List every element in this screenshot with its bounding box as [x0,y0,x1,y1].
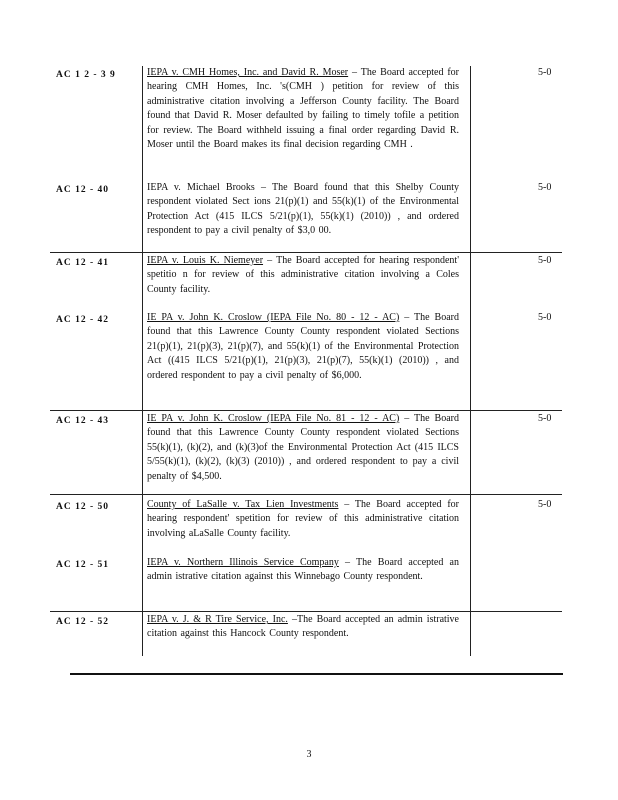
case-summary: –The Board accepted an admin istrative citation against this Hancock County respondent. [147,614,459,640]
case-title: IE PA v. John K. Croslow (IEPA File No. 81 - 12 - AC) [147,413,400,424]
row-separator [50,410,562,411]
row-separator [50,494,562,495]
case-summary: – The Board accepted for hearing respondent' spetitio n for review of this administrative citation involving a Coles County facility. [147,255,459,295]
case-number: AC 12 - 51 [56,560,110,570]
case-summary: – The Board accepted for hearing respondent' spetition for review of this administrative citation involving aLaSalle County facility. [147,499,459,539]
case-description [147,412,459,484]
case-description [147,613,459,642]
case-title: IEPA v. Louis K. Niemeyer [147,255,264,266]
vote-count: 5-0 [538,255,552,266]
case-description [147,498,459,541]
page-number: 3 [306,749,312,760]
case-title: IE PA v. John K. Croslow (IEPA File No. 80 - 12 - AC) [147,312,400,323]
vote-count: 5-0 [538,312,552,323]
row-separator [50,252,562,253]
vote-count: 5-0 [538,413,552,424]
vote-count: 5-0 [538,182,552,193]
case-title: County of LaSalle v. Tax Lien Investments [147,499,339,510]
case-summary: – The Board accepted an admin istrative citation against this Winnebago County respondent. [147,557,459,583]
case-number: AC 12 - 52 [56,617,110,627]
case-title: IEPA v. J. & R Tire Service, Inc. [147,614,288,625]
case-description [147,66,459,152]
case-summary: IEPA v. Michael Brooks – The Board found that this Shelby County respondent violated Sect ions 21(p)(1) and 55(k)(1) of the Environmental Protection Act (415 ILCS 5/21(p)(1), 55(k)(1) (2010)) , and ordered respondent to pay a civil penalty of $3,0 00. [147,182,459,237]
vote-count: 5-0 [538,67,552,78]
table-border-right [470,66,471,656]
case-summary: – The Board found that this Lawrence County County respondent violated Sections 55(k)(1), (k)(2), and (k)(3)of the Environmental Protection Act (415 ILCS 5/55(k)(1), (k)(2), (k)(3) (2010)) , and ordered respondent to pay a civil penalty of $4,500. [147,413,459,482]
case-number: AC 12 - 42 [56,315,110,325]
case-summary: – The Board accepted for hearing CMH Homes, Inc. 's(CMH ) petition for review of this administrative citation involving a Jefferson County facility. The Board found that David R. Moser defaulted by failing to timely tofile a petition for review. The Board withheld issuing a final order regarding David R. Moser until the Board makes its final decision regarding CMH . [147,67,459,151]
vote-count: 5-0 [538,499,552,510]
case-title: IEPA v. CMH Homes, Inc. and David R. Moser [147,67,349,78]
row-separator [50,611,562,612]
case-number: AC 12 - 43 [56,416,110,426]
case-number: AC 12 - 50 [56,502,110,512]
case-description [147,181,459,239]
case-title: IEPA v. Northern Illinois Service Company [147,557,339,568]
case-number: AC 12 - 40 [56,185,110,195]
case-description [147,254,459,297]
case-description [147,556,459,585]
case-description [147,311,459,383]
case-number: AC 1 2 - 3 9 [56,70,116,80]
table-border-left [142,66,143,656]
footer-rule [70,673,563,675]
case-summary: – The Board found that this Lawrence County County respondent violated Sections 21(p)(1), 21(p)(3), 21(p)(7), and 55(k)(1) of the Environmental Protection Act ((415 ILCS 5/21(p)(1), 21(p)(3), 21(p)(7), 55(k)(1) (2010)) , and ordered respondent to pay a civil penalty of $6,000. [147,312,459,381]
case-number: AC 12 - 41 [56,258,110,268]
